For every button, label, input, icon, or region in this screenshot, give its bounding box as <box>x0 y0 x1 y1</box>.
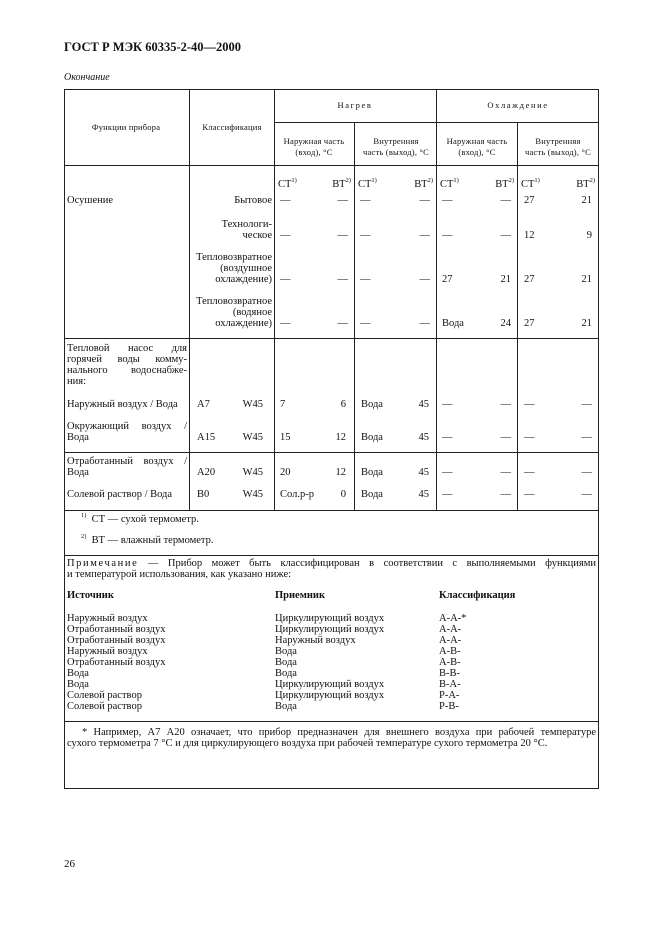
note-text: Примечание — Прибор может быть классифицирован в соответствии с выполняемыми функциями <box>67 558 597 569</box>
table-cell: — <box>337 274 348 285</box>
function-heat-pump: Тепловой насос для горячей воды комму- нального водоснабже- <box>67 343 187 376</box>
col-header-heating: Нагрев <box>337 100 373 110</box>
list-item: Циркулирующий воздух <box>275 690 385 701</box>
list-item: Солевой раствор <box>67 690 142 701</box>
list-item: А-В- <box>439 646 461 657</box>
section-rule-2 <box>64 452 599 453</box>
class-heat-recovery-air: Тепловозвратное <box>196 252 272 263</box>
class-tech-2: ческое <box>242 230 272 241</box>
function-heat-pump-end: ния: <box>67 376 86 387</box>
heat-inner-header: Внутренняя <box>373 136 419 146</box>
list-item: Циркулирующий воздух <box>275 613 385 624</box>
table-cell: — <box>360 318 371 329</box>
ct-heat-inner: СТ$^{1)}$ <box>358 177 377 190</box>
list-item: Отработанный воздух <box>67 657 166 668</box>
table-border-left <box>64 89 65 789</box>
cool-inner-header: Внутренняя <box>535 136 581 146</box>
table-cell: B0 <box>197 489 210 500</box>
table-cell: W45 <box>242 399 263 410</box>
bt-cool-outer: ВТ$^{2)}$ <box>495 177 514 190</box>
ct-cool-inner: СТ$^{1)}$ <box>521 177 540 190</box>
table-cell: — <box>442 432 453 443</box>
list-item: Вода <box>275 646 297 657</box>
table-cell: A20 <box>197 467 216 478</box>
list-item: Циркулирующий воздух <box>275 679 385 690</box>
asterisk-note-2: сухого термометра 7 °С и для циркулирующего воздуха при рабочей температуре сухого термометра 20 °С. <box>67 738 548 749</box>
function-drying: Осушение <box>67 195 113 206</box>
table-cell: 12 <box>335 467 346 478</box>
table-cell: 21 <box>581 318 592 329</box>
table-cell: — <box>419 274 430 285</box>
list-item: В-В- <box>439 668 460 679</box>
col-rule-2 <box>274 89 275 510</box>
table-cell: Вода <box>442 318 464 329</box>
table-cell: — <box>442 489 453 500</box>
table-cell: W45 <box>242 467 263 478</box>
table-cell: — <box>500 399 511 410</box>
cool-outer-header-2: (вход), °С <box>458 147 496 157</box>
table-cell: 20 <box>280 467 291 478</box>
table-cell: — <box>360 230 371 241</box>
table-cell: W45 <box>242 432 263 443</box>
col-header-functions: Функции прибора <box>91 122 161 132</box>
list-item: А-А-* <box>439 613 467 624</box>
note-rule <box>64 555 599 556</box>
function-exhaust-water-2: Вода <box>67 467 89 478</box>
table-cell: 7 <box>280 399 286 410</box>
table-cell: — <box>360 274 371 285</box>
table-cell: — <box>442 467 453 478</box>
table-cell: — <box>500 195 511 206</box>
list-item: Вода <box>67 679 89 690</box>
heat-outer-header: Наружная часть <box>283 136 345 146</box>
list-item: В-А- <box>439 679 461 690</box>
col-rule-5 <box>517 122 518 510</box>
footnote-bt: $^{2)}$ ВТ — влажный термометр. <box>81 533 214 546</box>
list-item: Отработанный воздух <box>67 624 166 635</box>
table-cell: 21 <box>581 195 592 206</box>
table-cell: 6 <box>340 399 346 410</box>
cool-inner-header-2: часть (выход), °С <box>525 147 591 157</box>
table-cell: Вода <box>361 489 383 500</box>
table-cell: — <box>280 318 291 329</box>
bt-heat-inner: ВТ$^{2)}$ <box>414 177 433 190</box>
note-text-2: и температурой использования, как указано ниже: <box>67 569 292 580</box>
note-source-list <box>67 613 166 712</box>
table-cell: — <box>500 489 511 500</box>
table-cell: — <box>419 230 430 241</box>
table-cell: A15 <box>197 432 216 443</box>
list-item: А-А- <box>439 624 462 635</box>
list-item: Р-А- <box>439 690 460 701</box>
list-item: Наружный воздух <box>67 646 148 657</box>
bt-heat-outer: ВТ$^{2)}$ <box>332 177 351 190</box>
table-cell: — <box>280 230 291 241</box>
table-cell: — <box>280 274 291 285</box>
note-class-list <box>439 613 466 712</box>
list-item: Вода <box>275 668 297 679</box>
list-item: Наружный воздух <box>67 613 148 624</box>
function-outdoor-water: Наружный воздух / Вода <box>67 399 178 410</box>
ct-cool-outer: СТ$^{1)}$ <box>440 177 459 190</box>
list-item: А-В- <box>439 657 461 668</box>
table-cell: — <box>500 432 511 443</box>
table-cell: — <box>442 399 453 410</box>
table-cell: 15 <box>280 432 291 443</box>
document-header: ГОСТ Р МЭК 60335-2-40—2000 <box>64 40 242 54</box>
table-cell: 27 <box>524 274 535 285</box>
table-cell: — <box>360 195 371 206</box>
table-cell: — <box>524 399 535 410</box>
table-cell: Вода <box>361 467 383 478</box>
table-border-bottom <box>64 788 599 789</box>
table-cell: — <box>524 432 535 443</box>
list-item: Вода <box>275 657 297 668</box>
function-ambient-water-2: Вода <box>67 432 89 443</box>
note-receiver-list <box>275 613 384 712</box>
star-rule <box>64 721 599 722</box>
col-header-classification: Классификация <box>202 122 262 132</box>
table-cell: — <box>524 489 535 500</box>
table-cell: 21 <box>581 274 592 285</box>
table-cell: — <box>337 230 348 241</box>
table-cell: — <box>442 195 453 206</box>
class-heat-recovery-air-2: (воздушное <box>220 263 272 274</box>
list-item: Циркулирующий воздух <box>275 624 385 635</box>
class-tech: Технологи- <box>221 219 272 230</box>
table-cell: 9 <box>586 230 592 241</box>
classification-table <box>64 89 599 789</box>
note-col-classification: Классификация <box>439 590 516 601</box>
table-cell: — <box>581 467 592 478</box>
ct-heat-outer: СТ$^{1)}$ <box>278 177 297 190</box>
table-cell: 12 <box>524 230 535 241</box>
table-cell: — <box>581 432 592 443</box>
table-cell: W45 <box>242 489 263 500</box>
table-cell: 27 <box>442 274 453 285</box>
class-home: Бытовое <box>234 195 272 206</box>
class-heat-recovery-air-3: охлаждение) <box>215 274 272 285</box>
table-cell: — <box>500 467 511 478</box>
table-cell: — <box>581 399 592 410</box>
col-rule-1 <box>189 89 190 510</box>
table-cell: — <box>337 195 348 206</box>
list-item: Отработанный воздух <box>67 635 166 646</box>
header-rule-2 <box>64 165 599 166</box>
note-col-receiver: Приемник <box>275 590 326 601</box>
list-item: Р-В- <box>439 701 459 712</box>
function-exhaust-water: Отработанный воздух / <box>67 456 187 467</box>
table-cell: 24 <box>500 318 511 329</box>
cool-outer-header: Наружная часть <box>446 136 508 146</box>
note-col-source: Источник <box>67 590 114 601</box>
list-item: Вода <box>67 668 89 679</box>
table-cell: 0 <box>340 489 346 500</box>
table-cell: — <box>442 230 453 241</box>
class-heat-recovery-water-3: охлаждение) <box>215 318 272 329</box>
table-cell: — <box>524 467 535 478</box>
asterisk-note: * Например, А7 А20 означает, что прибор предназначен для внешнего воздуха при рабочей температуре <box>82 727 596 738</box>
table-border-right <box>598 89 599 789</box>
table-cell: 12 <box>335 432 346 443</box>
table-cell: Вода <box>361 432 383 443</box>
page-number: 26 <box>64 858 75 870</box>
col-rule-4 <box>436 89 437 510</box>
table-cell: — <box>500 230 511 241</box>
list-item: А-А- <box>439 635 462 646</box>
table-cell: 45 <box>418 467 429 478</box>
footnote-ct: $^{1)}$ СТ — сухой термометр. <box>81 512 199 525</box>
heat-outer-header-2: (вход), °С <box>295 147 333 157</box>
table-cell: — <box>337 318 348 329</box>
table-cell: 27 <box>524 195 535 206</box>
function-ambient-water: Окружающий воздух / <box>67 421 187 432</box>
col-rule-3 <box>354 122 355 510</box>
function-brine-water: Солевой раствор / Вода <box>67 489 173 500</box>
table-cell: — <box>419 318 430 329</box>
table-cell: 27 <box>524 318 535 329</box>
col-header-cooling: Охлаждение <box>487 100 549 110</box>
table-cell: — <box>280 195 291 206</box>
table-cell: 45 <box>418 432 429 443</box>
heat-inner-header-2: часть (выход), °С <box>363 147 429 157</box>
table-cell: Вода <box>361 399 383 410</box>
list-item: Солевой раствор <box>67 701 142 712</box>
section-rule-1 <box>64 338 599 339</box>
class-heat-recovery-water: Тепловозвратное <box>196 296 272 307</box>
list-item: Вода <box>275 701 297 712</box>
table-cell: 21 <box>500 274 511 285</box>
table-cell: A7 <box>197 399 210 410</box>
table-border-top <box>64 89 599 90</box>
bt-cool-inner: ВТ$^{2)}$ <box>576 177 595 190</box>
class-heat-recovery-water-2: (водяное <box>232 307 272 318</box>
table-cell: — <box>419 195 430 206</box>
table-cell: Сол.р-р <box>280 489 314 500</box>
list-item: Наружный воздух <box>275 635 356 646</box>
continuation-label: Окончание <box>64 72 110 83</box>
table-cell: 45 <box>418 399 429 410</box>
table-cell: — <box>581 489 592 500</box>
table-cell: 45 <box>418 489 429 500</box>
